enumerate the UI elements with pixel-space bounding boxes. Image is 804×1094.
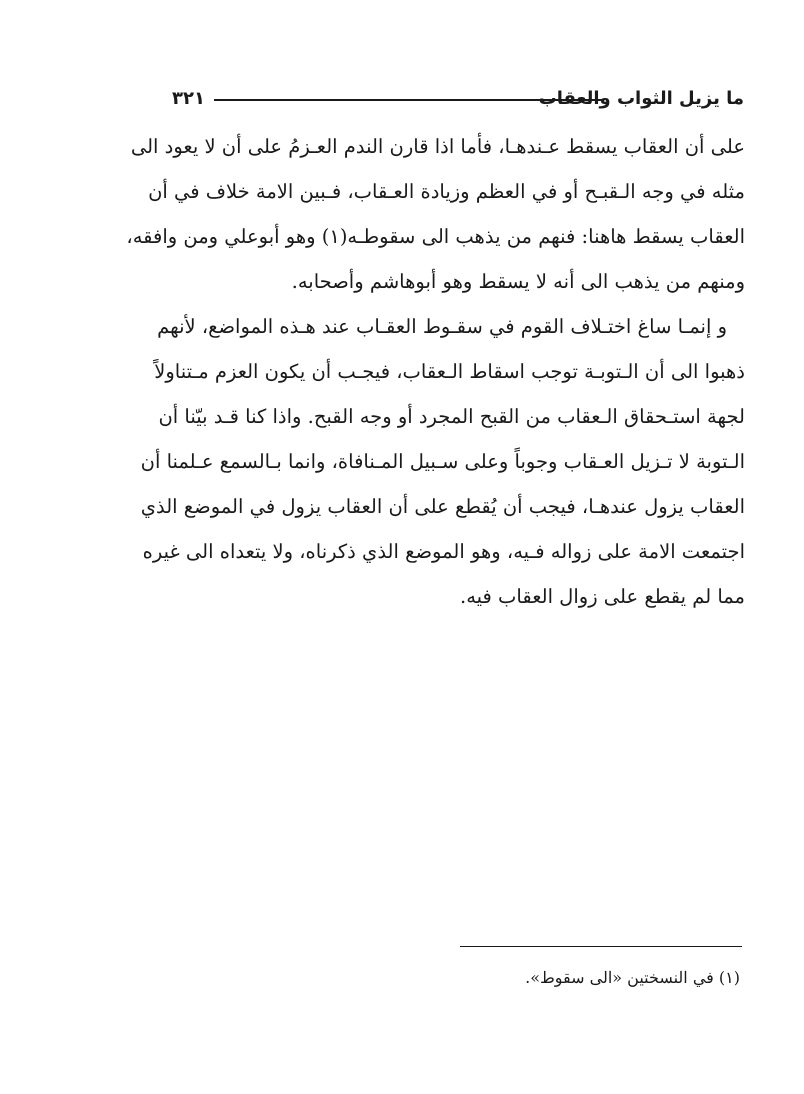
text-line: مثله في وجه الـقبـح أو في العظم وزيادة العـقاب، فـبين الامة خلاف في أن: [148, 180, 745, 203]
text-line: ومنهم من يذهب الى أنه لا يسقط وهو أبوهاشم وأصحابه.: [291, 270, 745, 293]
footnote: (١) في النسختين «الى سقوط».: [525, 968, 740, 987]
text-line: العقاب يزول عندهـا، فيجب أن يُقطع على أن العقاب يزول في الموضع الذي: [140, 495, 745, 518]
text-line: ذهبوا الى أن الـتوبـة توجب اسقاط الـعقاب، فيجـب أن يكون العزم مـتناولاً: [154, 360, 745, 383]
running-header: [172, 86, 744, 116]
text-line: لجهة استـحقاق الـعقاب من القبح المجرد أو وجه القبح. واذا كنا قـد بيّنا أن: [158, 405, 745, 428]
page-number: ٣٢١: [172, 88, 205, 109]
text-line: اجتمعت الامة على زواله فـيه، وهو الموضع الذي ذكرناه، ولا يتعداه الى غيره: [142, 540, 745, 563]
footnote-rule: [460, 946, 742, 947]
text-line: مما لم يقطع على زوال العقاب فيه.: [460, 585, 745, 608]
header-rule: [214, 99, 604, 101]
text-line: و إنمـا ساغ اختـلاف القوم في سقـوط العقـاب عند هـذه المواضع، لأنهم: [157, 315, 727, 338]
text-line: العقاب يسقط هاهنا: فنهم من يذهب الى سقوطـه(١) وهو أبوعلي ومن وافقه،: [126, 225, 745, 248]
text-line: على أن العقاب يسقط عـندهـا، فأما اذا قارن الندم العـزمُ على أن لا يعود الى: [130, 135, 745, 158]
chapter-title: ما يزيل الثواب والعقاب: [538, 88, 744, 109]
body-text: [126, 124, 745, 619]
text-line: الـتوبة لا تـزيل العـقاب وجوباً وعلى سـبيل المـنافاة، وانما بـالسمع عـلمنا أن: [140, 450, 745, 473]
